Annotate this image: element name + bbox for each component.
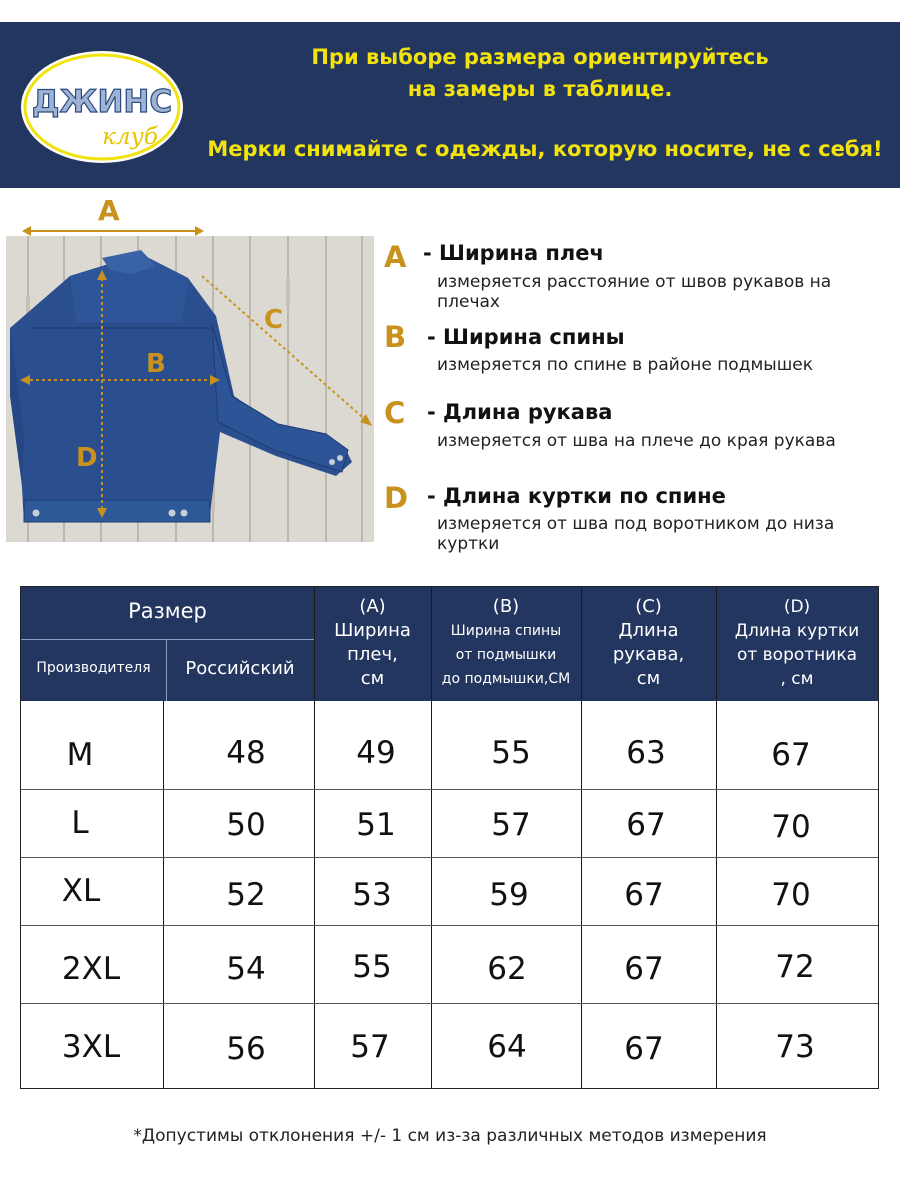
table-header <box>21 587 878 701</box>
table-row-3xl-b: 64 <box>487 1029 527 1065</box>
diagram-label-b: B <box>146 349 166 379</box>
diagram-label-d: D <box>76 443 98 473</box>
table-row-m-c: 63 <box>626 735 666 771</box>
header-line-2: на замеры в таблице. <box>407 77 673 101</box>
diagram-label-c: C <box>264 305 284 335</box>
table-row-m-size: M <box>66 737 94 773</box>
logo-sub-text: клуб <box>102 124 158 150</box>
table-row-2xl-a: 55 <box>352 949 392 985</box>
col-c-header: (C) Длина рукава, см <box>612 596 685 689</box>
legend-desc-a: измеряется расстояние от швов рукавов на плечах <box>437 272 832 312</box>
logo-main-text: ДЖИНС <box>31 84 173 120</box>
table-row-3xl-c: 67 <box>624 1031 664 1067</box>
table-row-xl-c: 67 <box>624 877 664 913</box>
table-row-3xl-a: 57 <box>350 1029 390 1065</box>
table-row-l-a: 51 <box>356 807 396 843</box>
table-row-2xl-b: 62 <box>487 951 527 987</box>
table-row-2xl-ru: 54 <box>226 951 266 987</box>
table-row-2xl-size: 2XL <box>61 951 121 987</box>
legend-desc-d: измеряется от шва под воротником до низа куртки <box>437 514 835 554</box>
legend-letter-d: D <box>384 481 409 515</box>
legend-title-c: - Длина рукава <box>427 400 613 424</box>
table-row-l-d: 70 <box>771 809 811 845</box>
diagram-label-a: A <box>98 194 120 227</box>
col-d-header: (D) Длина куртки от воротника , см <box>734 597 860 689</box>
col-b-header: (B) Ширина спины от подмышки до подмышки,СМ <box>441 596 571 687</box>
table-row-3xl-size: 3XL <box>61 1029 121 1065</box>
header-line-1: При выборе размера ориентируйтесь <box>311 45 769 69</box>
table-row-m-ru: 48 <box>226 735 266 771</box>
legend-letter-b: B <box>384 320 407 354</box>
russian-header: Российский <box>185 658 295 679</box>
jacket-photo <box>6 236 374 542</box>
header-line-3: Мерки снимайте с одежды, которую носите, не с себя! <box>207 137 883 161</box>
legend-title-b: - Ширина спины <box>427 325 625 349</box>
manufacturer-header: Производителя <box>36 660 151 676</box>
table-row-3xl-ru: 56 <box>226 1031 266 1067</box>
legend-title-a: - Ширина плеч <box>423 241 604 265</box>
legend-desc-c: измеряется от шва на плече до края рукава <box>437 431 836 451</box>
table-row-xl-d: 70 <box>771 877 811 913</box>
table-row-m-d: 67 <box>771 737 811 773</box>
header-banner <box>0 22 900 188</box>
table-row-3xl-d: 73 <box>775 1029 815 1065</box>
legend-letter-a: A <box>384 240 407 274</box>
legend-title-d: - Длина куртки по спине <box>427 484 726 508</box>
table-row-xl-ru: 52 <box>226 877 266 913</box>
table-row-l-c: 67 <box>626 807 666 843</box>
col-a-header: (A) Ширина плеч, см <box>334 596 411 689</box>
table-row-m-a: 49 <box>356 735 396 771</box>
table-row-l-size: L <box>71 805 89 841</box>
table-row-m-b: 55 <box>491 735 531 771</box>
table-row-2xl-c: 67 <box>624 951 664 987</box>
table-row-2xl-d: 72 <box>775 949 815 985</box>
legend-letter-c: C <box>384 396 406 430</box>
table-row-xl-size: XL <box>61 873 101 909</box>
size-table <box>20 586 879 1089</box>
table-row-xl-a: 53 <box>352 877 392 913</box>
table-row-l-ru: 50 <box>226 807 266 843</box>
table-row-xl-b: 59 <box>489 877 529 913</box>
footnote: *Допустимы отклонения +/- 1 см из-за различных методов измерения <box>133 1126 767 1146</box>
table-row-l-b: 57 <box>491 807 531 843</box>
legend-desc-b: измеряется по спине в районе подмышек <box>437 355 813 375</box>
size-header: Размер <box>128 599 207 623</box>
brand-logo <box>18 46 188 168</box>
